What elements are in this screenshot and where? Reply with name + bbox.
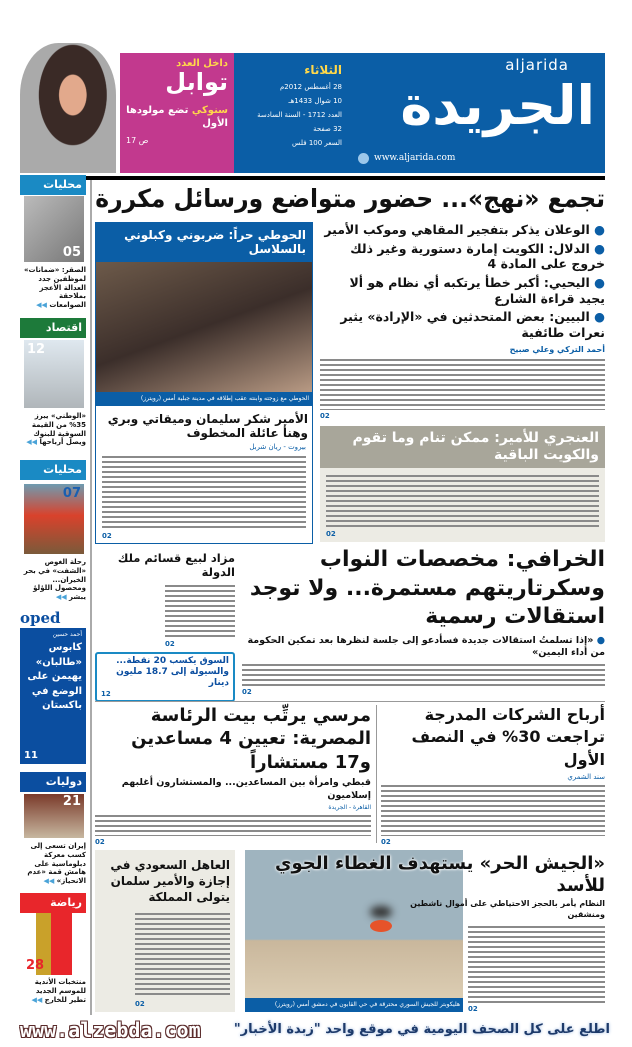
photo-story-ref[interactable]: 02: [102, 532, 112, 540]
profits-byline: سند الشمري: [567, 773, 605, 782]
promo-section: توابل: [165, 68, 228, 96]
saudi-ref[interactable]: 02: [135, 1000, 145, 1008]
khurafi-story: [242, 546, 605, 696]
footer-slogan-wrap: [222, 1020, 610, 1042]
section-label[interactable]: دوليات: [20, 772, 86, 792]
market-ref: 12: [101, 690, 111, 699]
morsi-byline: القاهرة - الجريدة: [328, 803, 371, 811]
syria-ref[interactable]: 02: [468, 1005, 478, 1013]
lead-ref[interactable]: 02: [320, 412, 330, 420]
auction-ref[interactable]: 02: [165, 640, 175, 648]
logo-arabic: الجريدة: [400, 74, 595, 137]
lead-bullet: ● اليحيي: أكبر خطأ يرتكبه أي نظام هو ألا يجيد قراءة الشارع: [349, 274, 605, 306]
saudi-box: [95, 850, 235, 1012]
day: الثلاثاء: [304, 63, 342, 77]
section-label[interactable]: اقتصاد: [20, 318, 86, 338]
lead-bullet: ● الوعلان يذكر بتفجير المقاهي وموكب الأمير: [324, 222, 605, 237]
promo-inside: داخل العدد: [176, 58, 228, 69]
profits-body: [381, 783, 605, 836]
family-photo: [96, 262, 312, 392]
anjari-ref[interactable]: 02: [326, 530, 336, 538]
section-caption: منتخبات الأندية للموسم الجديد تطير للخارج: [34, 978, 86, 1004]
section-thumb[interactable]: 12: [24, 340, 84, 408]
section-label[interactable]: محليات: [20, 460, 86, 480]
profits-ref[interactable]: 02: [381, 838, 391, 846]
khurafi-bullet: ● «إذا تسلمتُ استقالات جديدة فسأدعو إلى جلسة لنظرها بعد تمكين الحكومة من أداء اليمين»: [247, 634, 605, 659]
profits-story: [381, 704, 605, 846]
khurafi-headline[interactable]: الخرافي: مخصصات النواب وسكرتاريتهم مستمرة... ولا توجد استقالات رسمية: [249, 547, 605, 630]
date-gregorian: 28 أغسطس 2012م: [279, 83, 342, 92]
morsi-subheadline: قبطي وامرأة بين المساعدين... والمستشارون أغلبهم إسلاميون: [121, 777, 371, 801]
section-thumb[interactable]: 28: [24, 913, 84, 975]
section-label[interactable]: محليات: [20, 175, 86, 195]
section-caption-wrap[interactable]: [20, 266, 86, 310]
price: السعر 100 فلس: [292, 139, 342, 148]
cover-star-photo: [20, 43, 116, 173]
lead-headline-wrap: [95, 182, 605, 218]
morsi-body: [95, 813, 371, 836]
logo[interactable]: [348, 53, 605, 173]
lead-body: [320, 357, 605, 410]
section-thumb[interactable]: 05: [24, 196, 84, 262]
lead-headline[interactable]: تجمع «نهج»... حضور متواضع ورسائل مكررة: [95, 184, 605, 213]
lead-story: [320, 222, 605, 420]
more-arrow-icon[interactable]: ◀◀: [26, 438, 38, 447]
morsi-ref[interactable]: 02: [95, 838, 105, 846]
photo-caption: الحوطي مع زوجته وابنته عقب إطلاقه في مدينة جبلية أمس (رويترز): [96, 392, 312, 406]
promo-name: سنوكي: [191, 105, 228, 117]
footer-slogan: اطلع على كل الصحف اليومية في موقع واحد "زبدة الأخبار": [233, 1022, 610, 1037]
morsi-headline[interactable]: مرسي يرتِّب بيت الرئاسة المصرية: تعيين 4 مساعدين و17 مستشاراً: [131, 705, 371, 773]
more-arrow-icon[interactable]: ◀◀: [55, 593, 67, 601]
syria-story: [250, 853, 605, 1013]
divider: [95, 701, 605, 702]
oped-title: كابوس «طالبان» يهيمن على الوضع في باكستان: [27, 642, 82, 711]
website[interactable]: www.aljarida.com: [374, 153, 456, 163]
syria-caption: هليكوبتر للجيش السوري محترقة في حي القابون في دمشق أمس (رويترز): [245, 998, 463, 1012]
section-caption: رحلة الغوص «الشفت» في بحر الخيران... ومحصول اللؤلؤ يبشر: [23, 558, 86, 601]
masthead-rule: [20, 176, 605, 180]
auction-body: [165, 583, 235, 638]
promo-headline: تضع مولودها الأول: [126, 105, 228, 129]
globe-icon: [358, 153, 369, 164]
market-headline: السوق يكسب 20 نقطة... والسيولة إلى 18.7 مليون دينار: [116, 656, 229, 688]
more-arrow-icon[interactable]: ◀◀: [43, 877, 55, 885]
lead-bullet: ● الدلال: الكويت إمارة دستورية وغير ذلك خروج على المادة 4: [350, 240, 605, 272]
section-caption-wrap[interactable]: [20, 842, 86, 886]
auction-headline[interactable]: مزاد لبيع قسائم ملك الدولة: [117, 551, 235, 579]
more-arrow-icon[interactable]: ◀◀: [31, 995, 43, 1004]
photo-story: [95, 222, 313, 544]
oped-page: 11: [24, 750, 38, 761]
footer-site[interactable]: www.alzebda.com: [20, 1018, 201, 1042]
section-caption: «الوطني» يبرز 35% من القيمة السوقية للبنوك ويصل أرباحها: [31, 412, 86, 447]
oped-label: oped: [20, 609, 61, 627]
saudi-headline[interactable]: العاهل السعودي في إجازة والأمير سلمان يتولى المملكة: [110, 858, 230, 905]
auction-story: [95, 552, 235, 648]
syria-body: [468, 924, 605, 1003]
more-arrow-icon[interactable]: ◀◀: [36, 301, 47, 309]
oped-box[interactable]: [20, 608, 86, 764]
section-thumb[interactable]: 07: [24, 484, 84, 554]
photo-story-headline[interactable]: الأمير شكر سليمان وميقاتي وبري وهنأ عائلة المخطوف: [107, 411, 308, 440]
photo-story-title[interactable]: الحوطي حراً: ضربوني وكبلوني بالسلاسل: [96, 223, 312, 262]
anjari-box: [320, 426, 605, 542]
anjari-headline[interactable]: العنجري للأمير: ممكن تنام وما تقوم والكويت الباقية: [320, 426, 605, 468]
morsi-story: [95, 704, 371, 846]
date-panel: [234, 53, 348, 173]
profits-headline[interactable]: أرباح الشركات المدرجة تراجعت 30% في النصف الأول: [411, 705, 605, 769]
sidebar-rule: [90, 180, 92, 1015]
date-hijri: 10 شوال 1433هـ: [288, 97, 342, 106]
section-thumb[interactable]: 21: [24, 794, 84, 838]
saudi-body: [135, 911, 230, 998]
section-label[interactable]: رياضة: [20, 893, 86, 913]
section-caption: الصقر: «ضمانات» لموظفين جدد العدالة الأعجز بملاحقة الصوامعات: [24, 266, 86, 309]
promo-box[interactable]: [120, 53, 234, 173]
photo-story-body: [102, 454, 306, 530]
logo-latin: aljarida: [505, 56, 569, 74]
syria-headline[interactable]: «الجيش الحر» يستهدف الغطاء الجوي للأسد: [275, 853, 605, 896]
lead-bullet: ● البيين: بعض المتحدثين في «الإرادة» يثير نعرات طائفية: [340, 309, 605, 340]
section-caption-wrap[interactable]: [20, 412, 86, 447]
oped-author: أحمد حسين: [52, 631, 82, 638]
page-count: 32 صفحة: [313, 125, 342, 134]
market-box[interactable]: [95, 652, 235, 702]
photo-story-byline: بيروت - ريان شربل: [249, 443, 306, 452]
anjari-body: [326, 473, 599, 528]
issue-number: العدد 1712 - السنة السادسة: [257, 111, 342, 120]
divider: [376, 705, 377, 843]
lead-byline: أحمد التركي وعلي صبيح: [509, 345, 605, 355]
khurafi-ref[interactable]: 02: [242, 688, 252, 696]
syria-subheadline: النظام يأمر بالحجز الاحتياطي على أموال ناشطين ومنشقين: [410, 899, 605, 919]
section-caption-wrap[interactable]: [20, 558, 86, 602]
promo-page: ص 17: [126, 136, 149, 146]
section-caption: إيران تسعى إلى كسب معركة دبلوماسية على هامش قمة «عدم الانحياز»: [27, 842, 86, 885]
khurafi-body: [242, 662, 605, 686]
section-caption-wrap[interactable]: [20, 978, 86, 1004]
